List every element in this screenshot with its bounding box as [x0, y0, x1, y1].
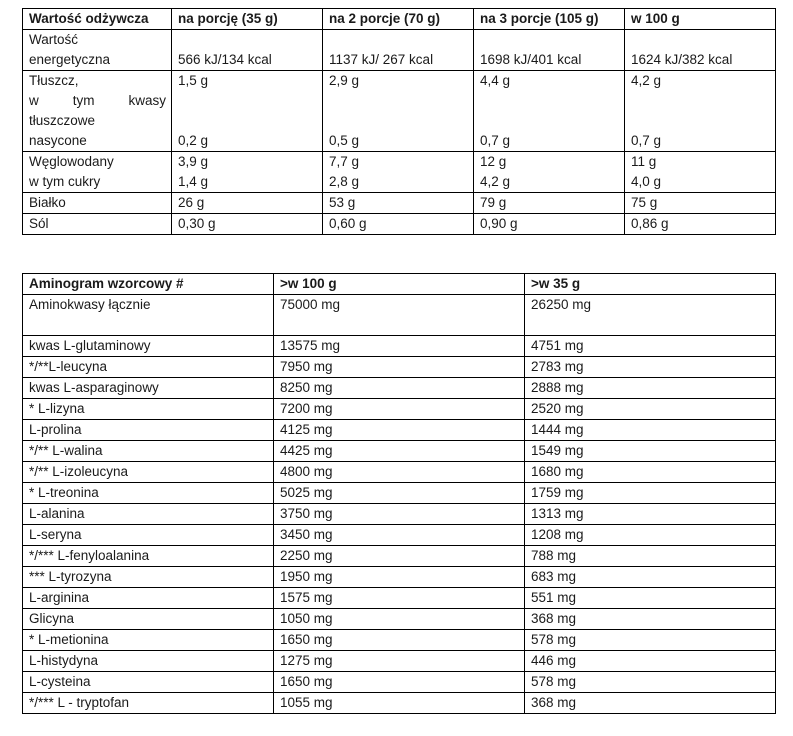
energy-value: 1698 kJ/401 kcal — [480, 52, 582, 67]
salt-row — [23, 214, 776, 235]
table-row — [23, 483, 776, 504]
table-row — [23, 504, 776, 525]
aminogram-total-row — [23, 295, 776, 336]
table-row — [23, 462, 776, 483]
fat-label: Tłuszcz, w tym kwasy tłuszczowe nasycone — [23, 71, 172, 152]
table-row — [23, 336, 776, 357]
nutrition-header-portion: na porcję (35 g) — [172, 9, 323, 30]
fat-value: 4,4 g — [480, 73, 511, 88]
salt-value: 0,90 g — [474, 214, 625, 235]
amino-per100: 1575 mg — [274, 588, 525, 609]
amino-per35: 2520 mg — [525, 399, 776, 420]
fat-row — [23, 71, 776, 152]
table-row — [23, 525, 776, 546]
amino-name: L-histydyna — [23, 651, 274, 672]
aminogram-header-100g: >w 100 g — [274, 274, 525, 295]
amino-per100: 7200 mg — [274, 399, 525, 420]
amino-per100: 3750 mg — [274, 504, 525, 525]
energy-value: 1137 kJ/ 267 kcal — [329, 52, 434, 67]
protein-value: 79 g — [474, 193, 625, 214]
carbs-value: 12 g — [480, 154, 507, 169]
aminogram-header-35g: >w 35 g — [525, 274, 776, 295]
amino-per35: 446 mg — [525, 651, 776, 672]
protein-row — [23, 193, 776, 214]
amino-per35: 368 mg — [525, 609, 776, 630]
amino-per100: 4125 mg — [274, 420, 525, 441]
amino-name: */*** L - tryptofan — [23, 693, 274, 714]
table-row — [23, 357, 776, 378]
amino-per35: 1759 mg — [525, 483, 776, 504]
amino-per35: 2783 mg — [525, 357, 776, 378]
amino-name: L-cysteina — [23, 672, 274, 693]
amino-per100: 1650 mg — [274, 630, 525, 651]
protein-value: 26 g — [172, 193, 323, 214]
amino-name: */**L-leucyna — [23, 357, 274, 378]
amino-name: Glicyna — [23, 609, 274, 630]
carbs-label: Węglowodany w tym cukry — [23, 152, 172, 193]
amino-per35: 788 mg — [525, 546, 776, 567]
amino-per100: 8250 mg — [274, 378, 525, 399]
amino-name: *** L-tyrozyna — [23, 567, 274, 588]
salt-label: Sól — [23, 214, 172, 235]
amino-per35: 683 mg — [525, 567, 776, 588]
amino-per35: 578 mg — [525, 630, 776, 651]
amino-per100: 7950 mg — [274, 357, 525, 378]
amino-per35: 578 mg — [525, 672, 776, 693]
saturated-fat-value: 0,7 g — [631, 133, 662, 148]
nutrition-header-3-portions: na 3 porcje (105 g) — [474, 9, 625, 30]
sugars-value: 4,2 g — [480, 174, 511, 189]
amino-per100: 1275 mg — [274, 651, 525, 672]
amino-per100: 3450 mg — [274, 525, 525, 546]
amino-per100: 4425 mg — [274, 441, 525, 462]
table-row — [23, 399, 776, 420]
protein-value: 75 g — [625, 193, 776, 214]
amino-name: * L-metionina — [23, 630, 274, 651]
table-row — [23, 630, 776, 651]
amino-per100: 4800 mg — [274, 462, 525, 483]
nutrition-header-2-portions: na 2 porcje (70 g) — [323, 9, 474, 30]
amino-per100: 2250 mg — [274, 546, 525, 567]
protein-label: Białko — [23, 193, 172, 214]
amino-name: L-alanina — [23, 504, 274, 525]
amino-per35: 1680 mg — [525, 462, 776, 483]
amino-name: kwas L-asparaginowy — [23, 378, 274, 399]
amino-name: */*** L-fenyloalanina — [23, 546, 274, 567]
aminogram-header-row — [23, 274, 776, 295]
saturated-fat-value: 0,7 g — [480, 133, 511, 148]
nutrition-header-label: Wartość odżywcza — [23, 9, 172, 30]
table-row — [23, 420, 776, 441]
energy-row — [23, 30, 776, 71]
amino-per35: 4751 mg — [525, 336, 776, 357]
table-row — [23, 609, 776, 630]
table-row — [23, 441, 776, 462]
amino-name: L-prolina — [23, 420, 274, 441]
amino-per100: 1650 mg — [274, 672, 525, 693]
amino-per100: 1950 mg — [274, 567, 525, 588]
aminogram-table — [22, 273, 776, 714]
table-row — [23, 693, 776, 714]
amino-per35: 368 mg — [525, 693, 776, 714]
salt-value: 0,30 g — [172, 214, 323, 235]
table-row — [23, 672, 776, 693]
table-row — [23, 546, 776, 567]
salt-value: 0,60 g — [323, 214, 474, 235]
energy-value: 566 kJ/134 kcal — [178, 52, 272, 67]
energy-value: 1624 kJ/382 kcal — [631, 52, 733, 67]
table-row — [23, 378, 776, 399]
carbs-value: 3,9 g — [178, 154, 209, 169]
aminogram-total-label: Aminokwasy łącznie — [23, 295, 274, 336]
amino-name: L-seryna — [23, 525, 274, 546]
sugars-value: 2,8 g — [329, 174, 360, 189]
nutrition-header-row — [23, 9, 776, 30]
saturated-fat-value: 0,2 g — [178, 133, 209, 148]
amino-per35: 551 mg — [525, 588, 776, 609]
energy-label: Wartość energetyczna — [23, 30, 172, 71]
amino-per35: 1549 mg — [525, 441, 776, 462]
aminogram-total-35g: 26250 mg — [525, 295, 776, 336]
amino-per35: 2888 mg — [525, 378, 776, 399]
protein-value: 53 g — [323, 193, 474, 214]
fat-value: 1,5 g — [178, 73, 209, 88]
nutrition-table — [22, 8, 776, 235]
amino-per100: 5025 mg — [274, 483, 525, 504]
aminogram-total-100g: 75000 mg — [274, 295, 525, 336]
amino-per35: 1208 mg — [525, 525, 776, 546]
sugars-value: 4,0 g — [631, 174, 662, 189]
salt-value: 0,86 g — [625, 214, 776, 235]
amino-name: * L-treonina — [23, 483, 274, 504]
amino-name: */** L-walina — [23, 441, 274, 462]
table-row — [23, 588, 776, 609]
amino-name: L-arginina — [23, 588, 274, 609]
fat-value: 4,2 g — [631, 73, 662, 88]
carbs-value: 11 g — [631, 154, 657, 169]
amino-per100: 1050 mg — [274, 609, 525, 630]
sugars-value: 1,4 g — [178, 174, 209, 189]
fat-value: 2,9 g — [329, 73, 360, 88]
carbs-row — [23, 152, 776, 193]
amino-per100: 1055 mg — [274, 693, 525, 714]
table-row — [23, 567, 776, 588]
amino-name: kwas L-glutaminowy — [23, 336, 274, 357]
carbs-value: 7,7 g — [329, 154, 360, 169]
amino-per35: 1444 mg — [525, 420, 776, 441]
saturated-fat-value: 0,5 g — [329, 133, 360, 148]
amino-name: */** L-izoleucyna — [23, 462, 274, 483]
aminogram-header-name: Aminogram wzorcowy # — [23, 274, 274, 295]
amino-per35: 1313 mg — [525, 504, 776, 525]
nutrition-header-100g: w 100 g — [625, 9, 776, 30]
amino-name: * L-lizyna — [23, 399, 274, 420]
table-row — [23, 651, 776, 672]
amino-per100: 13575 mg — [274, 336, 525, 357]
